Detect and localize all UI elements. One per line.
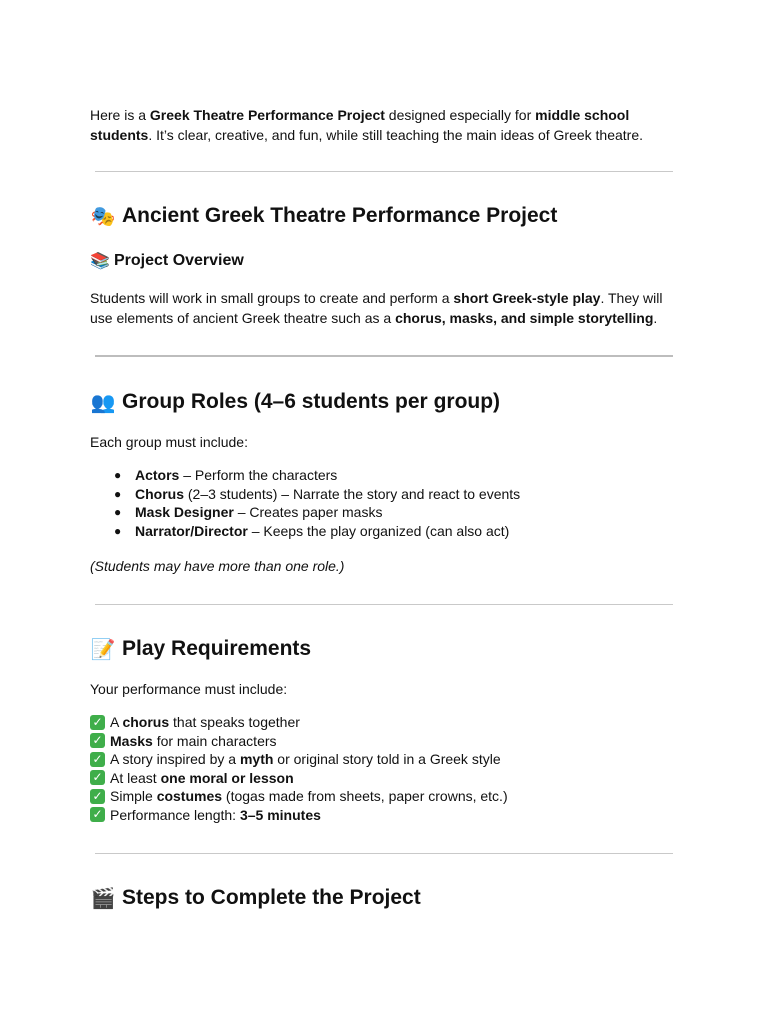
req-text: (togas made from sheets, paper crowns, etc.): [222, 788, 508, 804]
req-text: A: [110, 714, 123, 730]
check-mark-icon: ✓: [90, 715, 105, 730]
role-desc: – Keeps the play organized (can also act): [247, 522, 510, 539]
people-icon: 👥: [90, 390, 116, 414]
overview-text: Students will work in small groups to create and perform a: [90, 290, 454, 306]
req-bold: 3–5 minutes: [239, 806, 321, 823]
bullet-icon: ●: [114, 523, 122, 538]
req-text: Performance length:: [110, 806, 240, 823]
list-item: [90, 806, 680, 825]
req-bold: Masks: [110, 732, 153, 749]
clapper-board-icon: 🎬: [90, 886, 116, 910]
req-text: A story inspired by a: [110, 751, 240, 767]
intro-bold-project: Greek Theatre Performance Project: [149, 107, 385, 123]
bullet-icon: ●: [114, 486, 122, 501]
req-text: At least: [110, 769, 161, 786]
roles-note: (Students may have more than one role.): [90, 558, 345, 574]
roles-heading: [90, 388, 680, 416]
intro-text: Here is a: [90, 107, 150, 123]
requirements-heading-text: Play Requirements: [122, 637, 312, 660]
overview-bold: chorus, masks, and simple storytelling: [395, 310, 654, 326]
bullet-icon: ●: [114, 505, 122, 519]
req-text: for main characters: [152, 732, 277, 749]
role-desc: (2–3 students) – Narrate the story and react to events: [184, 485, 521, 502]
divider: [95, 853, 673, 854]
intro-text: designed especially for: [384, 107, 536, 123]
list-item: [90, 713, 680, 732]
divider: [95, 355, 673, 357]
roles-heading-text: Group Roles (4–6 students per group): [122, 390, 501, 413]
role-name: Actors: [135, 467, 180, 483]
req-bold: costumes: [156, 788, 223, 804]
check-mark-icon: ✓: [90, 752, 105, 767]
divider: [95, 171, 673, 172]
role-desc: – Creates paper masks: [233, 504, 383, 520]
role-name: Mask Designer: [135, 504, 234, 520]
overview-text: . They will use elements of ancient Greek theatre such as a: [90, 290, 663, 326]
list-item: [90, 522, 680, 541]
roles-list: [90, 466, 680, 540]
list-item: [90, 787, 680, 806]
check-mark-icon: ✓: [90, 733, 105, 748]
requirements-heading: [90, 635, 680, 663]
overview-heading: [90, 250, 680, 272]
req-text: Simple: [110, 788, 157, 804]
list-item: [90, 485, 680, 504]
check-mark-icon: ✓: [90, 770, 105, 785]
overview-heading-text: Project Overview: [114, 252, 244, 269]
list-item: [90, 732, 680, 751]
steps-heading-text: Steps to Complete the Project: [122, 886, 421, 909]
page-title-text: Ancient Greek Theatre Performance Project: [122, 204, 558, 227]
intro-text: . It’s clear, creative, and fun, while still teaching the main ideas of Greek theatre.: [148, 127, 644, 143]
req-text: that speaks together: [169, 714, 300, 730]
list-item: [90, 503, 680, 522]
overview-paragraph: [90, 288, 680, 328]
intro-paragraph: [90, 105, 680, 145]
roles-intro: Each group must include:: [90, 434, 248, 450]
steps-heading: [90, 884, 680, 912]
divider: [95, 604, 673, 605]
books-icon: 📚: [90, 251, 110, 270]
intro-bold-audience: middle school students: [90, 107, 630, 143]
list-item: [90, 769, 680, 788]
list-item: [90, 466, 680, 485]
req-bold: myth: [239, 751, 274, 767]
requirements-intro: Your performance must include:: [90, 681, 288, 697]
req-bold: one moral or lesson: [160, 769, 294, 786]
overview-bold: short Greek-style play: [453, 290, 601, 306]
memo-icon: 📝: [90, 637, 116, 661]
role-name: Chorus: [135, 485, 184, 502]
requirements-list: [90, 713, 680, 824]
overview-text: .: [653, 310, 658, 326]
role-desc: – Perform the characters: [179, 467, 338, 483]
theatre-masks-icon: 🎭: [90, 204, 116, 228]
list-item: [90, 750, 680, 769]
role-name: Narrator/Director: [135, 522, 248, 539]
req-text: or original story told in a Greek style: [273, 751, 501, 767]
document-content: [90, 105, 680, 912]
check-mark-icon: ✓: [90, 789, 105, 804]
page-title: [90, 202, 680, 230]
bullet-icon: ●: [114, 468, 122, 482]
check-mark-icon: ✓: [90, 807, 105, 822]
req-bold: chorus: [122, 714, 170, 730]
